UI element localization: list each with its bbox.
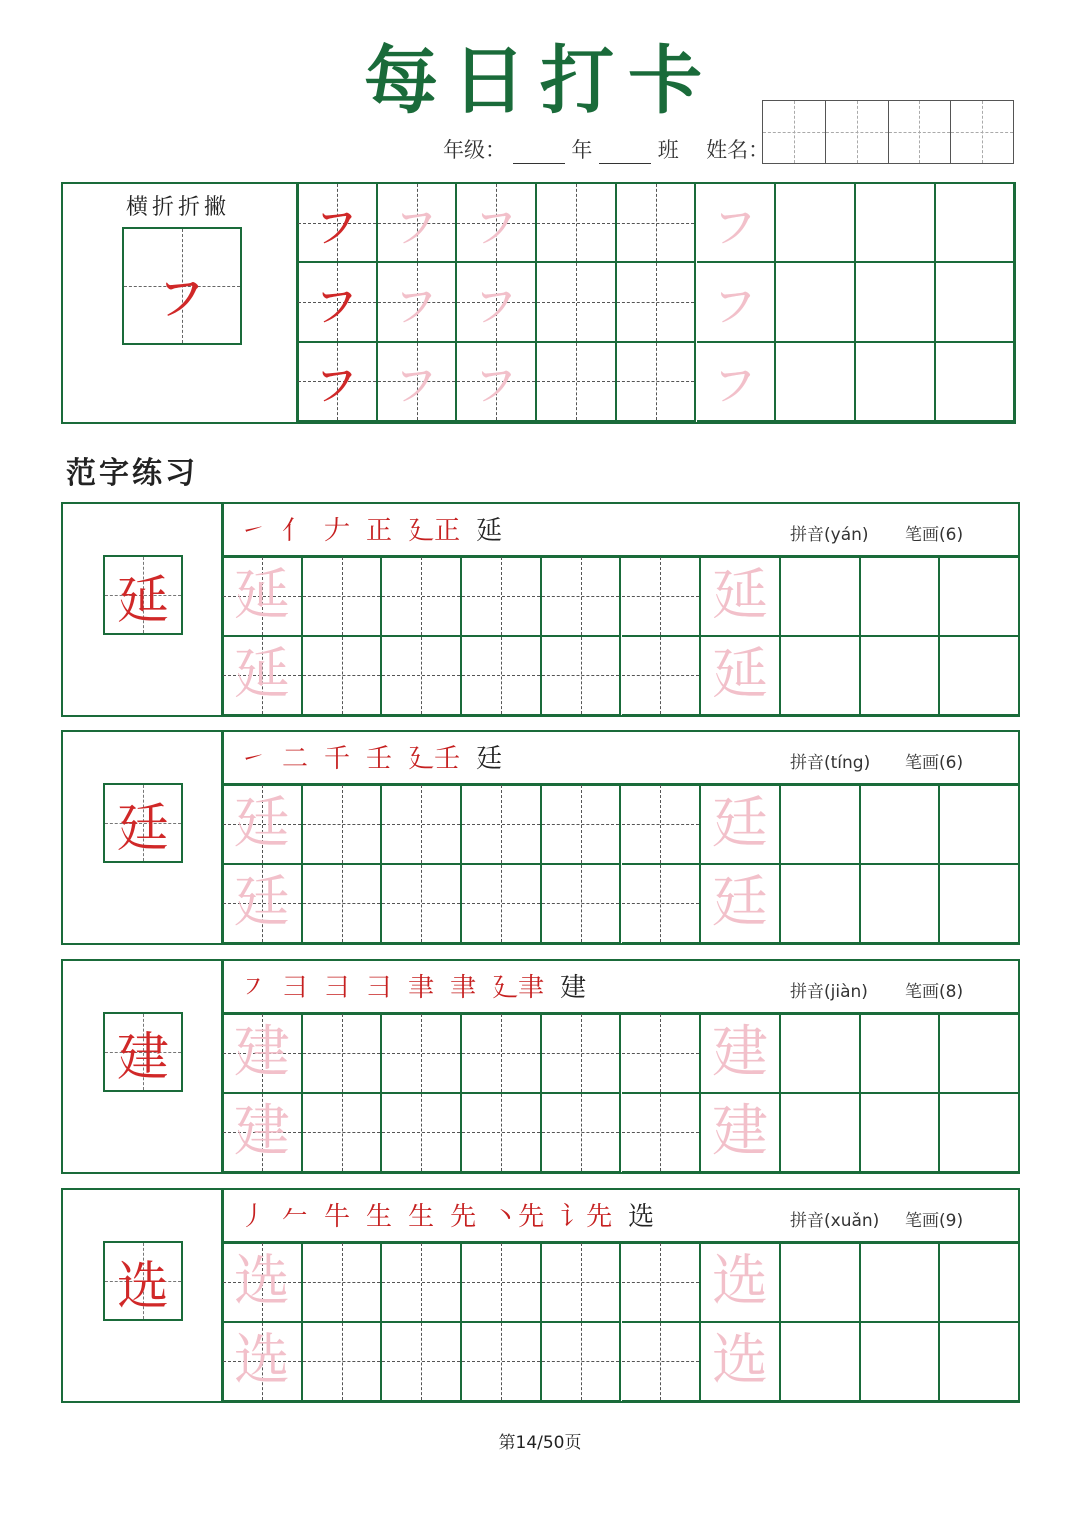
- stroke-count-label: 笔画(9): [905, 1211, 964, 1231]
- trace-glyph: 延: [712, 642, 769, 708]
- trace-glyph: ㇷ: [308, 189, 365, 255]
- practice-cell[interactable]: [223, 1243, 303, 1323]
- practice-cell[interactable]: [303, 785, 383, 865]
- practice-cell[interactable]: [781, 865, 861, 945]
- trace-glyph: 选: [712, 1248, 769, 1314]
- practice-cell[interactable]: [781, 1094, 861, 1174]
- practice-cell[interactable]: [940, 637, 1020, 717]
- stroke-step: 廴聿: [492, 973, 545, 1003]
- stroke-step: 选: [628, 1202, 655, 1232]
- model-character: 延: [116, 570, 169, 631]
- practice-cell[interactable]: [861, 1243, 941, 1323]
- practice-cell[interactable]: [542, 557, 622, 637]
- practice-cell[interactable]: [542, 637, 622, 717]
- practice-cell[interactable]: [936, 263, 1016, 342]
- practice-cell[interactable]: [622, 785, 702, 865]
- stroke-step: ㇀: [240, 744, 267, 774]
- practice-cell[interactable]: [223, 637, 303, 717]
- practice-cell[interactable]: [223, 557, 303, 637]
- pinyin-label: 拼音(jiàn): [790, 982, 868, 1002]
- practice-cell[interactable]: [940, 1014, 1020, 1094]
- practice-cell[interactable]: [378, 184, 458, 263]
- trace-glyph: 建: [712, 1019, 769, 1085]
- class-blank[interactable]: [599, 142, 651, 164]
- practice-cell[interactable]: [382, 785, 462, 865]
- practice-cell[interactable]: [303, 1323, 383, 1403]
- practice-cell[interactable]: [940, 1094, 1020, 1174]
- trace-glyph: 选: [712, 1328, 769, 1394]
- stroke-step: 先: [450, 1202, 477, 1232]
- practice-cell[interactable]: [462, 1323, 542, 1403]
- practice-cell[interactable]: [537, 184, 617, 263]
- practice-cell[interactable]: [382, 1323, 462, 1403]
- practice-cell[interactable]: [861, 865, 941, 945]
- trace-glyph: 廷: [712, 870, 769, 936]
- practice-cell[interactable]: [622, 557, 702, 637]
- stroke-order-sequence: [240, 738, 518, 775]
- trace-glyph: ㇷ: [468, 189, 525, 255]
- model-character: 廷: [116, 798, 169, 859]
- stroke-order-sequence: [240, 510, 518, 547]
- section-title: 范字练习: [66, 456, 198, 491]
- practice-cell[interactable]: [382, 557, 462, 637]
- stroke-name: 横折折撇: [125, 195, 230, 220]
- practice-cell[interactable]: [781, 557, 861, 637]
- practice-cell[interactable]: [940, 785, 1020, 865]
- practice-cell[interactable]: [542, 1094, 622, 1174]
- stroke-step: 廴壬: [408, 744, 461, 774]
- stroke-step: 建: [560, 973, 587, 1003]
- trace-glyph: ㇷ: [468, 348, 525, 414]
- practice-cell[interactable]: [298, 263, 378, 342]
- trace-glyph: ㇷ: [308, 348, 365, 414]
- pinyin-label: 拼音(tíng): [790, 753, 871, 773]
- practice-cell[interactable]: [781, 637, 861, 717]
- model-character-box: [103, 555, 183, 635]
- practice-cell[interactable]: [223, 1014, 303, 1094]
- stroke-step: 讠先: [560, 1202, 613, 1232]
- practice-cell[interactable]: [303, 1094, 383, 1174]
- practice-cell[interactable]: [701, 865, 781, 945]
- stroke-step: ⺕: [366, 973, 393, 1003]
- stroke-step: 正: [366, 516, 393, 546]
- name-box[interactable]: [951, 101, 1013, 163]
- stroke-step: 丶先: [492, 1202, 545, 1232]
- practice-cell[interactable]: [781, 1323, 861, 1403]
- stroke-step: 彐: [324, 973, 351, 1003]
- practice-cell[interactable]: [223, 865, 303, 945]
- practice-cell[interactable]: [462, 637, 542, 717]
- practice-cell[interactable]: [697, 343, 777, 422]
- practice-cell[interactable]: [223, 1323, 303, 1403]
- trace-glyph: ㇷ: [468, 268, 525, 334]
- practice-cell[interactable]: [701, 1323, 781, 1403]
- practice-cell[interactable]: [781, 1014, 861, 1094]
- trace-glyph: 廷: [712, 790, 769, 856]
- practice-cell[interactable]: [622, 1014, 702, 1094]
- trace-glyph: ㇷ: [707, 348, 764, 414]
- stroke-count-label: 笔画(6): [905, 753, 964, 773]
- pinyin-label: 拼音(xuǎn): [790, 1211, 880, 1231]
- practice-cell[interactable]: [382, 1243, 462, 1323]
- practice-cell[interactable]: [542, 1323, 622, 1403]
- model-character-box: [103, 1241, 183, 1321]
- practice-cell[interactable]: [617, 263, 697, 342]
- practice-cell[interactable]: [542, 1014, 622, 1094]
- stroke-order-sequence: [240, 967, 602, 1004]
- practice-cell[interactable]: [861, 637, 941, 717]
- practice-cell[interactable]: [940, 1323, 1020, 1403]
- name-boxes[interactable]: [762, 100, 1014, 164]
- trace-glyph: 选: [233, 1328, 290, 1394]
- model-character: 建: [116, 1027, 169, 1088]
- practice-cell[interactable]: [378, 263, 458, 342]
- practice-cell[interactable]: [697, 184, 777, 263]
- model-character-box: [103, 783, 183, 863]
- stroke-step: 聿: [450, 973, 477, 1003]
- practice-cell[interactable]: [298, 184, 378, 263]
- trace-glyph: 建: [712, 1099, 769, 1165]
- practice-cell[interactable]: [856, 184, 936, 263]
- stroke-step: 聿: [408, 973, 435, 1003]
- practice-cell[interactable]: [856, 263, 936, 342]
- trace-glyph: ㇷ: [707, 189, 764, 255]
- practice-cell[interactable]: [861, 557, 941, 637]
- stroke-step: 廴正: [408, 516, 461, 546]
- practice-cell[interactable]: [303, 1014, 383, 1094]
- practice-cell[interactable]: [861, 785, 941, 865]
- stroke-step: 延: [476, 516, 503, 546]
- trace-glyph: 廷: [233, 790, 290, 856]
- practice-cell[interactable]: [861, 1323, 941, 1403]
- trace-glyph: 延: [712, 562, 769, 628]
- name-box[interactable]: [889, 101, 952, 163]
- practice-cell[interactable]: [537, 343, 617, 422]
- stroke-step: 𠂉: [282, 1202, 309, 1232]
- trace-glyph: ㇷ: [388, 348, 445, 414]
- stroke-step: 丿: [240, 1202, 267, 1232]
- trace-glyph: ㇷ: [707, 268, 764, 334]
- practice-cell[interactable]: [462, 865, 542, 945]
- stroke-step: 亻: [282, 516, 309, 546]
- trace-glyph: 建: [233, 1019, 290, 1085]
- practice-cell[interactable]: [303, 1243, 383, 1323]
- practice-cell[interactable]: [622, 865, 702, 945]
- stroke-step: 生: [366, 1202, 393, 1232]
- stroke-step: 生: [408, 1202, 435, 1232]
- practice-cell[interactable]: [861, 1094, 941, 1174]
- stroke-model-glyph: ㇷ: [150, 254, 213, 328]
- practice-cell[interactable]: [776, 263, 856, 342]
- practice-cell[interactable]: [936, 343, 1016, 422]
- stroke-count-label: 笔画(6): [905, 525, 964, 545]
- practice-cell[interactable]: [697, 263, 777, 342]
- practice-cell[interactable]: [462, 1243, 542, 1323]
- stroke-step: 廷: [476, 744, 503, 774]
- practice-cell[interactable]: [382, 1094, 462, 1174]
- practice-cell[interactable]: [223, 785, 303, 865]
- practice-cell[interactable]: [776, 343, 856, 422]
- name-box[interactable]: [826, 101, 889, 163]
- trace-glyph: 建: [233, 1099, 290, 1165]
- pinyin-label: 拼音(yán): [790, 525, 869, 545]
- practice-cell[interactable]: [382, 637, 462, 717]
- trace-glyph: 廷: [233, 870, 290, 936]
- practice-cell[interactable]: [701, 1243, 781, 1323]
- stroke-step: ㇇: [240, 973, 267, 1003]
- practice-cell[interactable]: [382, 1014, 462, 1094]
- practice-cell[interactable]: [457, 343, 537, 422]
- practice-cell[interactable]: [298, 343, 378, 422]
- practice-cell[interactable]: [617, 343, 697, 422]
- practice-cell[interactable]: [542, 1243, 622, 1323]
- trace-glyph: 延: [233, 642, 290, 708]
- practice-cell[interactable]: [701, 785, 781, 865]
- practice-cell[interactable]: [940, 865, 1020, 945]
- practice-cell[interactable]: [622, 1323, 702, 1403]
- practice-cell[interactable]: [378, 343, 458, 422]
- practice-cell[interactable]: [537, 263, 617, 342]
- stroke-step: ⺕: [282, 973, 309, 1003]
- practice-cell[interactable]: [701, 637, 781, 717]
- practice-cell[interactable]: [303, 557, 383, 637]
- practice-cell[interactable]: [462, 557, 542, 637]
- name-box[interactable]: [763, 101, 826, 163]
- practice-cell[interactable]: [940, 557, 1020, 637]
- stroke-step: 壬: [366, 744, 393, 774]
- stroke-step: 千: [324, 744, 351, 774]
- practice-cell[interactable]: [223, 1094, 303, 1174]
- practice-cell[interactable]: [856, 343, 936, 422]
- practice-cell[interactable]: [776, 184, 856, 263]
- practice-cell[interactable]: [622, 637, 702, 717]
- practice-cell[interactable]: [781, 1243, 861, 1323]
- page-number: 第14/50页: [498, 1433, 582, 1453]
- model-character-box: [103, 1012, 183, 1092]
- student-info-row: [443, 134, 769, 164]
- class-label: 班: [657, 138, 679, 162]
- year-label: 年: [571, 138, 593, 162]
- practice-cell[interactable]: [622, 1094, 702, 1174]
- practice-cell[interactable]: [457, 263, 537, 342]
- practice-cell[interactable]: [861, 1014, 941, 1094]
- practice-cell[interactable]: [542, 785, 622, 865]
- trace-glyph: ㇷ: [388, 268, 445, 334]
- practice-cell[interactable]: [701, 557, 781, 637]
- grade-label: 年级：: [443, 138, 506, 162]
- practice-cell[interactable]: [303, 865, 383, 945]
- practice-cell[interactable]: [617, 184, 697, 263]
- trace-glyph: ㇷ: [308, 268, 365, 334]
- stroke-order-sequence: [240, 1196, 670, 1233]
- model-character: 选: [116, 1256, 169, 1317]
- stroke-step: 𠂇: [324, 516, 351, 546]
- stroke-model-box: [122, 227, 242, 345]
- practice-cell[interactable]: [462, 785, 542, 865]
- practice-cell[interactable]: [936, 184, 1016, 263]
- practice-cell[interactable]: [940, 1243, 1020, 1323]
- stroke-count-label: 笔画(8): [905, 982, 964, 1002]
- stroke-step: ㇀: [240, 516, 267, 546]
- practice-cell[interactable]: [303, 637, 383, 717]
- practice-cell[interactable]: [542, 865, 622, 945]
- trace-glyph: 选: [233, 1248, 290, 1314]
- practice-cell[interactable]: [781, 785, 861, 865]
- stroke-step: 牛: [324, 1202, 351, 1232]
- trace-glyph: ㇷ: [388, 189, 445, 255]
- page-title: 每日打卡: [364, 38, 716, 124]
- stroke-step: 二: [282, 744, 309, 774]
- practice-cell[interactable]: [462, 1014, 542, 1094]
- name-label: 姓名：: [706, 138, 770, 162]
- practice-cell[interactable]: [622, 1243, 702, 1323]
- grade-blank[interactable]: [513, 142, 565, 164]
- practice-cell[interactable]: [701, 1014, 781, 1094]
- practice-cell[interactable]: [701, 1094, 781, 1174]
- practice-cell[interactable]: [462, 1094, 542, 1174]
- trace-glyph: 延: [233, 562, 290, 628]
- practice-cell[interactable]: [382, 865, 462, 945]
- practice-cell[interactable]: [457, 184, 537, 263]
